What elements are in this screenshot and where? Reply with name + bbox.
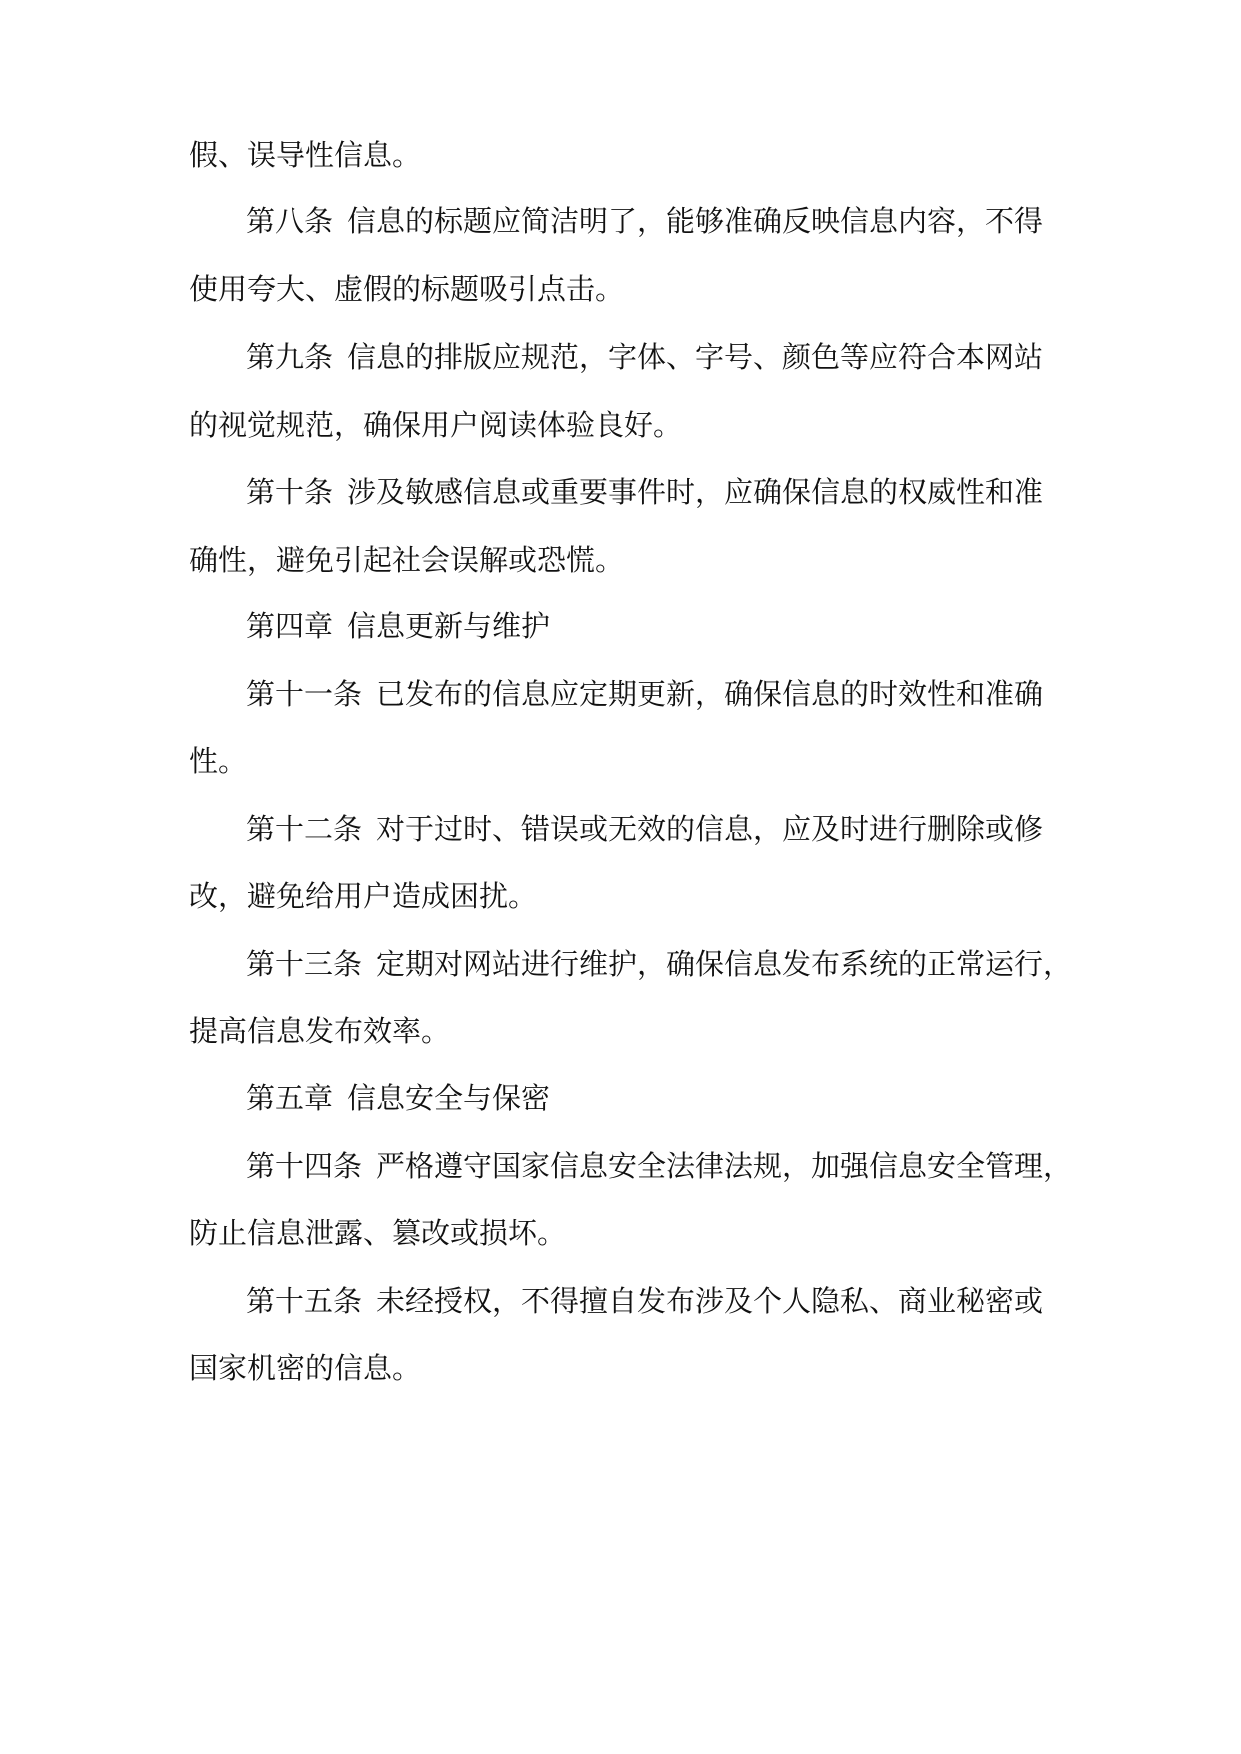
article-heading: 第十条 [246,475,334,509]
article-heading: 第九条 [246,340,334,374]
line-text: 改，避免给用户造成困扰。 [189,879,538,913]
line-text: 未经授权，不得擅自发布涉及个人隐私、商业秘密或 [376,1284,1044,1318]
chapter-number: 第五章 [246,1081,334,1115]
line-text: 信息的排版应规范，字体、字号、颜色等应符合本网站 [347,340,1044,374]
line-text: 假、误导性信息。 [189,138,422,172]
article-heading: 第十五条 [246,1284,363,1318]
text-line [189,1350,421,1386]
article-heading: 第八条 [246,204,334,238]
text-line [189,137,421,173]
article-11 [246,676,1043,712]
chapter-4-heading [246,608,550,644]
article-14 [246,1148,1072,1184]
line-text: 性。 [189,744,248,778]
article-heading: 第十三条 [246,947,363,981]
text-line [189,743,247,779]
article-10 [246,474,1043,510]
line-text: 防止信息泄露、篡改或损坏。 [189,1216,567,1250]
article-9 [246,339,1043,375]
text-line [189,1215,566,1251]
line-text: 定期对网站进行维护，确保信息发布系统的正常运行， [376,947,1073,981]
chapter-5-heading [246,1080,550,1116]
line-text: 确性，避免引起社会误解或恐慌。 [189,543,625,577]
text-line [189,1013,450,1049]
chapter-title: 信息安全与保密 [347,1081,551,1115]
line-text: 信息的标题应简洁明了，能够准确反映信息内容，不得 [347,204,1044,238]
text-line [189,878,537,914]
line-text: 的视觉规范，确保用户阅读体验良好。 [189,408,683,442]
article-heading: 第十二条 [246,812,363,846]
line-text: 使用夸大、虚假的标题吸引点击。 [189,272,625,306]
line-text: 涉及敏感信息或重要事件时，应确保信息的权威性和准 [347,475,1044,509]
line-text: 提高信息发布效率。 [189,1014,451,1048]
chapter-title: 信息更新与维护 [347,609,551,643]
article-15 [246,1283,1043,1319]
line-text: 已发布的信息应定期更新，确保信息的时效性和准确 [376,677,1044,711]
text-line [189,407,682,443]
text-line [189,542,624,578]
article-8 [246,203,1043,239]
line-text: 对于过时、错误或无效的信息，应及时进行删除或修 [376,812,1044,846]
text-line [189,271,624,307]
article-heading: 第十四条 [246,1149,363,1183]
article-12 [246,811,1043,847]
line-text: 国家机密的信息。 [189,1351,422,1385]
article-heading: 第十一条 [246,677,363,711]
chapter-number: 第四章 [246,609,334,643]
line-text: 严格遵守国家信息安全法律法规，加强信息安全管理， [376,1149,1073,1183]
article-13 [246,946,1072,982]
